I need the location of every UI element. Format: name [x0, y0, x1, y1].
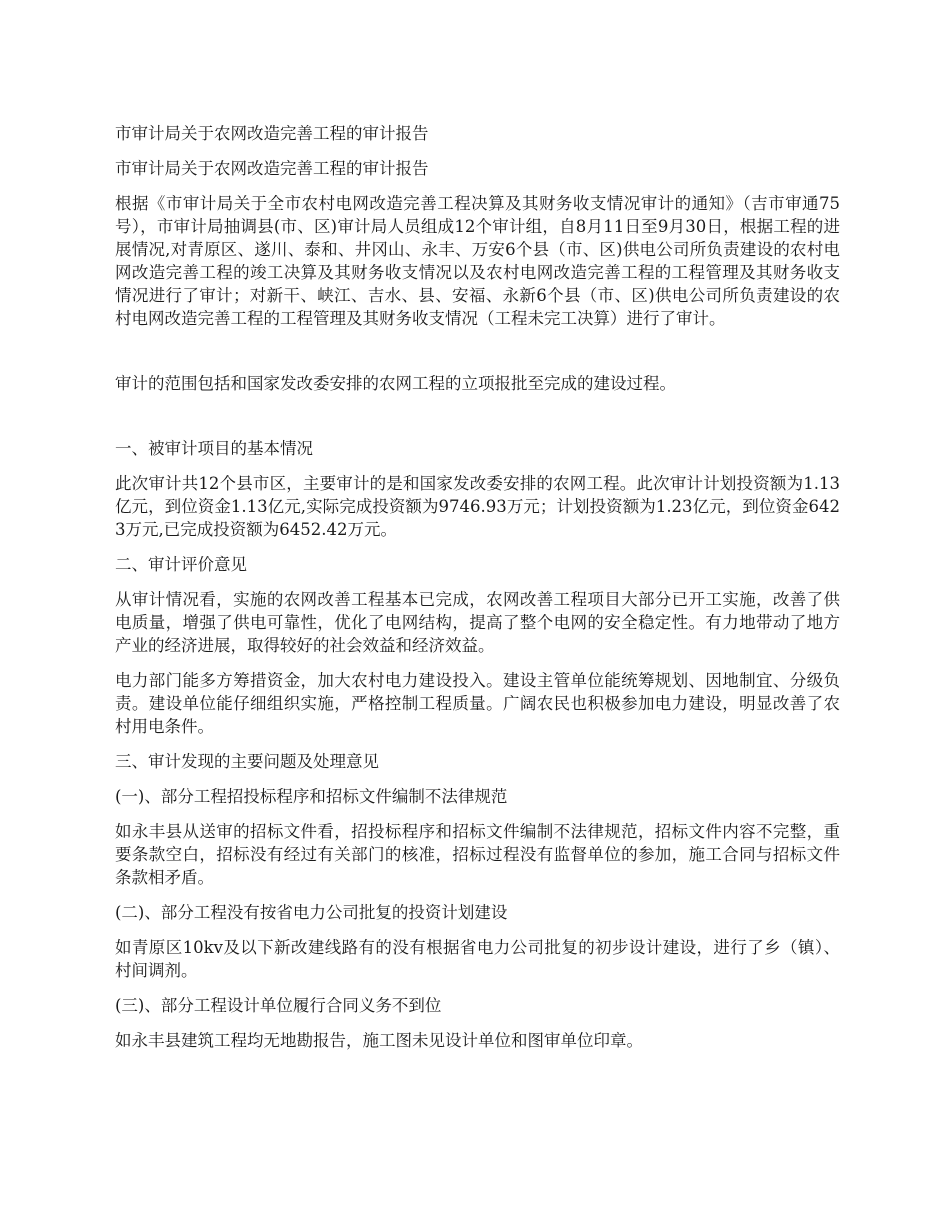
section-heading-issues: 三、审计发现的主要问题及处理意见: [115, 752, 379, 771]
section-heading-evaluation: 二、审计评价意见: [115, 555, 247, 574]
intro-paragraph: 根据《市审计局关于全市农村电网改造完善工程决算及其财务收支情况审计的通知》（吉市审通75号），市审计局抽调县(市、区)审计局人员组成12个审计组，自8月11日至9月30日，根据工程的进展情况,对青原区、遂川、泰和、井冈山、永丰、万安6个县（市、区)供电公司所负责建设的农村电网改造完善工程的竣工决算及其财务收支情况以及农村电网改造完善工程的工程管理及其财务收支情况进行了审计；对新干、峡江、吉水、县、安福、永新6个县（市、区)供电公司所负责建设的农村电网改造完善工程的工程管理及其财务收支情况（工程未完工决算）进行了审计。: [115, 194, 840, 328]
issue-paragraph-1: 如永丰县从送审的招标文件看，招投标程序和招标文件编制不法律规范，招标文件内容不完整，重要条款空白，招标没有经过有关部门的核准，招标过程没有监督单位的参加，施工合同与招标文件条款相矛盾。: [115, 822, 840, 887]
evaluation-paragraph-2: 电力部门能多方筹措资金，加大农村电力建设投入。建设主管单位能统筹规划、因地制宜、分级负责。建设单位能仔细组织实施，严格控制工程质量。广阔农民也积极参加电力建设，明显改善了农村用电条件。: [115, 671, 840, 736]
document-title: 市审计局关于农网改造完善工程的审计报告: [115, 124, 429, 143]
section-heading-basic-info: 一、被审计项目的基本情况: [115, 439, 313, 458]
issue-paragraph-2: 如青原区10kv及以下新改建线路有的没有根据省电力公司批复的初步设计建设，进行了乡（镇）、村间调剂。: [115, 938, 840, 980]
issue-heading-3: (三)、部分工程设计单位履行合同义务不到位: [115, 996, 442, 1015]
document-page: [115, 122, 840, 1064]
issue-heading-1: (一)、部分工程招投标程序和招标文件编制不法律规范: [115, 787, 508, 806]
document-subtitle: 市审计局关于农网改造完善工程的审计报告: [115, 159, 429, 178]
scope-paragraph: 审计的范围包括和国家发改委安排的农网工程的立项报批至完成的建设过程。: [115, 374, 676, 393]
issue-paragraph-3: 如永丰县建筑工程均无地勘报告，施工图未见设计单位和图审单位印章。: [115, 1031, 643, 1050]
basic-info-paragraph: 此次审计共12个县市区，主要审计的是和国家发改委安排的农网工程。此次审计计划投资额为1.13亿元，到位资金1.13亿元,实际完成投资额为9746.93万元；计划投资额为1.23亿元，到位资金6423万元,已完成投资额为6452.42万元。: [115, 474, 840, 539]
evaluation-paragraph-1: 从审计情况看，实施的农网改善工程基本已完成，农网改善工程项目大部分已开工实施，改善了供电质量，增强了供电可靠性，优化了电网结构，提高了整个电网的安全稳定性。有力地带动了地方产业的经济进展，取得较好的社会效益和经济效益。: [115, 590, 840, 655]
issue-heading-2: (二)、部分工程没有按省电力公司批复的投资计划建设: [115, 903, 508, 922]
